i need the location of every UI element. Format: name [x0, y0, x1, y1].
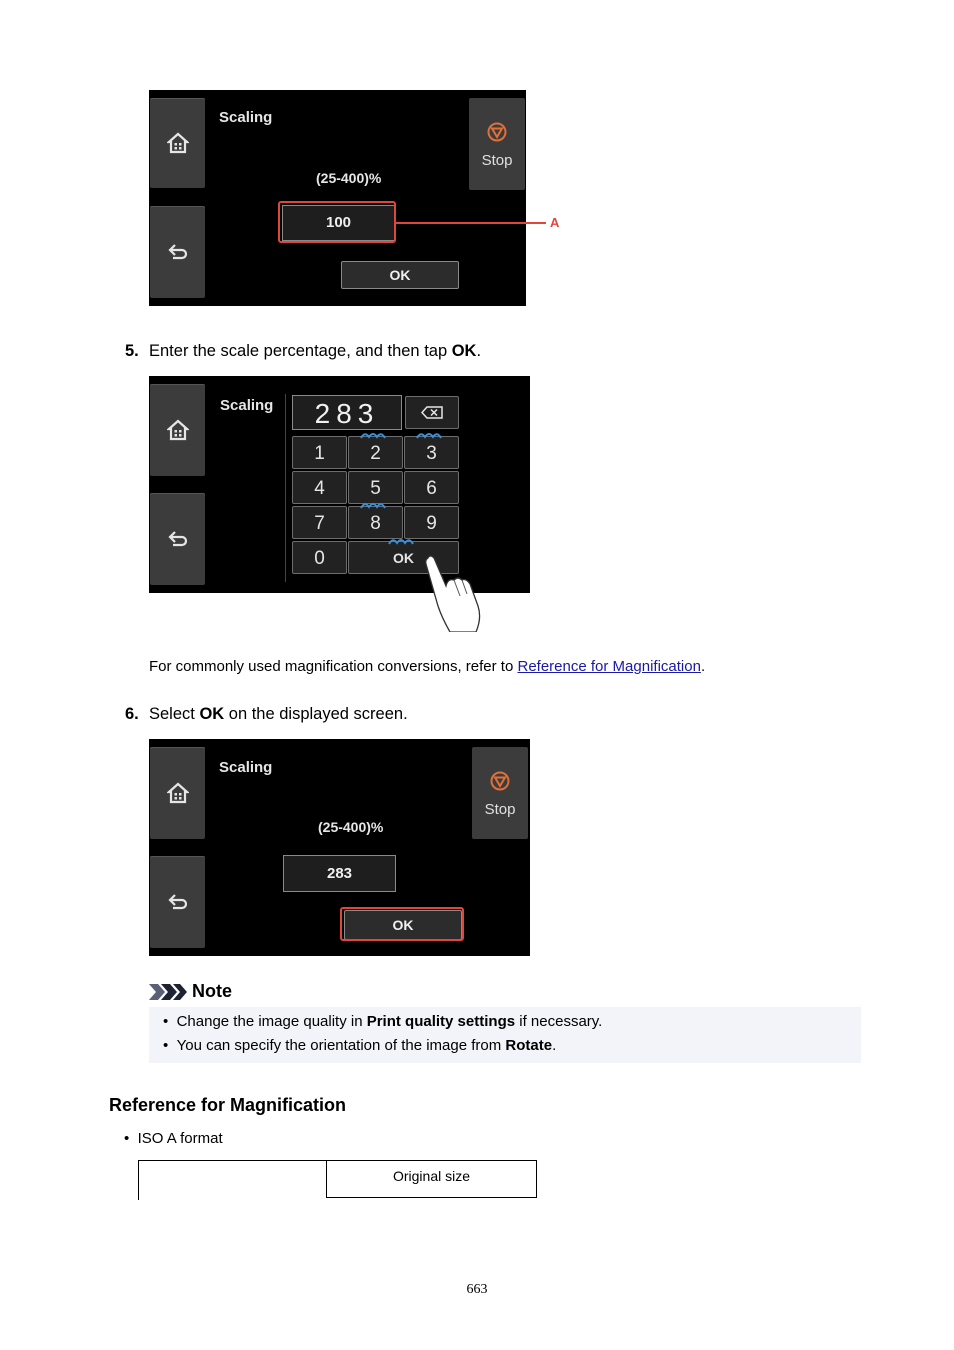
magnification-table — [138, 1160, 540, 1200]
highlight-frame — [278, 201, 396, 243]
format-bullet: • ISO A format — [124, 1130, 223, 1147]
key-8[interactable]: 8 — [348, 506, 403, 539]
reference-text-end: . — [700, 658, 706, 675]
scale-display: 283 — [292, 395, 402, 430]
step-text-bold: OK — [199, 705, 225, 723]
scale-value-field[interactable]: 283 — [283, 855, 396, 892]
note-text-end: . — [552, 1037, 557, 1054]
back-icon — [168, 244, 188, 260]
scale-range-label: (25-400)% — [318, 819, 384, 835]
key-7[interactable]: 7 — [292, 506, 347, 539]
step-text-end: . — [476, 342, 482, 360]
key-1[interactable]: 1 — [292, 436, 347, 469]
hand-pointer-icon — [420, 552, 490, 632]
screen-title: Scaling — [219, 759, 273, 776]
note-text: Change the image quality in — [176, 1013, 367, 1030]
highlight-frame — [340, 907, 464, 941]
scale-value-field[interactable]: 100 — [282, 205, 395, 241]
scale-range-label: (25-400)% — [316, 170, 382, 186]
key-2[interactable]: 2 — [348, 436, 403, 469]
note-bold: Print quality settings — [366, 1013, 516, 1030]
back-icon — [168, 894, 188, 910]
note-text-end: if necessary. — [515, 1013, 603, 1030]
stop-icon — [490, 771, 510, 791]
home-button[interactable] — [150, 747, 205, 839]
step-number: 6. — [125, 705, 139, 723]
key-0[interactable]: 0 — [292, 541, 347, 574]
note-item: • Change the image quality in Print quality settings if necessary. — [163, 1013, 603, 1030]
stop-label: Stop — [484, 801, 516, 818]
home-icon — [167, 132, 189, 154]
reference-heading: Reference for Magnification — [109, 1095, 347, 1115]
back-button[interactable] — [150, 856, 205, 948]
keypad-ok-button[interactable]: OK — [348, 541, 459, 574]
home-button[interactable] — [150, 98, 205, 188]
screen-title: Scaling — [219, 109, 273, 126]
stop-button[interactable] — [469, 98, 525, 190]
step-text-bold: OK — [451, 342, 477, 360]
note-text: You can specify the orientation of the image from — [176, 1037, 506, 1054]
step-number: 5. — [125, 342, 139, 360]
key-3[interactable]: 3 — [404, 436, 459, 469]
key-6[interactable]: 6 — [404, 471, 459, 504]
ok-button[interactable]: OK — [344, 910, 462, 940]
note-heading: Note — [192, 981, 232, 1001]
page-number: 663 — [466, 1282, 488, 1297]
key-4[interactable]: 4 — [292, 471, 347, 504]
reference-link[interactable]: Reference for Magnification — [517, 658, 701, 675]
scaling-screen-2 — [149, 739, 530, 956]
step-text: Enter the scale percentage, and then tap — [149, 342, 452, 360]
stop-button[interactable] — [472, 747, 528, 839]
table-header-cell: Original size — [326, 1160, 537, 1198]
note-box — [149, 1007, 861, 1063]
note-item: • You can specify the orientation of the image from Rotate. — [163, 1037, 557, 1054]
screen-title: Scaling — [220, 397, 274, 414]
callout-label: A — [550, 215, 560, 230]
callout-line — [396, 222, 546, 224]
format-label: ISO A format — [137, 1130, 223, 1147]
stop-icon — [487, 122, 507, 142]
key-5[interactable]: 5 — [348, 471, 403, 504]
step-text: Select — [149, 705, 200, 723]
back-button[interactable] — [150, 206, 205, 298]
reference-text: For commonly used magnification conversions, refer to — [149, 658, 518, 675]
ok-button[interactable]: OK — [341, 261, 459, 289]
table-header-cell — [138, 1160, 327, 1200]
note-arrows-icon — [149, 983, 189, 1001]
note-bold: Rotate — [505, 1037, 553, 1054]
reference-sentence — [149, 658, 705, 675]
home-icon — [167, 782, 189, 804]
stop-label: Stop — [481, 152, 513, 169]
step-text-end: on the displayed screen. — [224, 705, 408, 723]
key-9[interactable]: 9 — [404, 506, 459, 539]
scaling-screen-1 — [149, 90, 526, 306]
